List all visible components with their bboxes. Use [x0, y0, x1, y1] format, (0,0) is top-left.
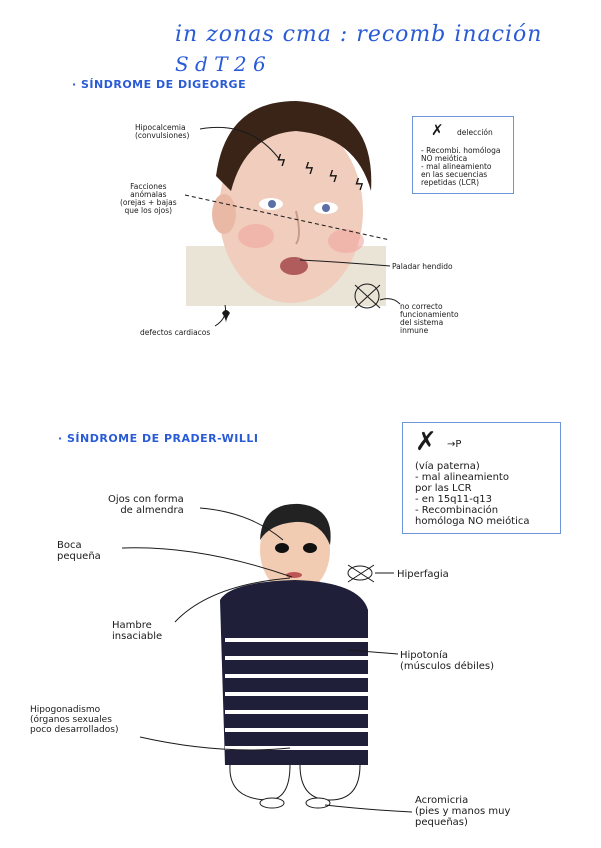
label-acromicria: Acromicria (pies y manos muy pequeñas): [415, 795, 511, 828]
label-hipogonadismo: Hipogonadismo (órganos sexuales poco desarrollados): [30, 705, 119, 735]
heart-icon: [222, 310, 230, 323]
digeorge-info-box: [412, 116, 514, 194]
section-title-digeorge: · SÍNDROME DE DIGEORGE: [72, 78, 247, 91]
prader-person-illustration: [200, 500, 370, 810]
box-p-arrow: →P: [447, 439, 462, 450]
prader-info-box: [402, 422, 561, 534]
box-digeorge-items: - Recombi. homóloga NO meiótica - mal alineamiento en las secuencias repetidas (LCR): [421, 146, 501, 187]
box-delecion: delección: [457, 128, 493, 137]
box-prader-items: (vía paterna) - mal alineamiento por las LCR - en 15q11-q13 - Recombinación homóloga NO meiótica: [415, 461, 530, 527]
label-hipocalcemia: Hipocalcemia (convulsiones): [135, 123, 190, 140]
svg-text:ϟ: ϟ: [354, 175, 365, 194]
label-hambre-insaciable: Hambre insaciable: [112, 620, 163, 642]
svg-text:ϟ: ϟ: [328, 167, 339, 186]
label-defectos-cardiacos: defectos cardiacos: [140, 328, 211, 337]
label-hipotonia: Hipotonía (músculos débiles): [400, 650, 494, 672]
section-title-prader-willi: · SÍNDROME DE PRADER-WILLI: [58, 432, 259, 445]
svg-text:ϟ: ϟ: [276, 151, 287, 170]
label-paladar-hendido: Paladar hendido: [392, 262, 453, 271]
title-subscript-marks: S d T 2 6: [175, 52, 266, 76]
box-p-label: P: [455, 439, 462, 450]
chromosome-icon: ✗: [431, 121, 444, 139]
label-hiperfagia: Hiperfagia: [397, 569, 449, 580]
page-title: in zonas cma : recomb inación: [175, 22, 543, 47]
svg-text:ϟ: ϟ: [304, 159, 315, 178]
label-sistema-inmune: no correcto funcionamiento del sistema inmune: [400, 302, 459, 335]
label-facciones-anomalas: Facciones anómalas (orejas + bajas que los ojos): [120, 182, 177, 215]
label-boca-pequena: Boca pequeña: [57, 540, 101, 562]
chromosome-icon: ✗: [415, 427, 437, 457]
digeorge-child-photo: [186, 96, 386, 306]
label-ojos-almendra: Ojos con forma de almendra: [108, 494, 184, 516]
